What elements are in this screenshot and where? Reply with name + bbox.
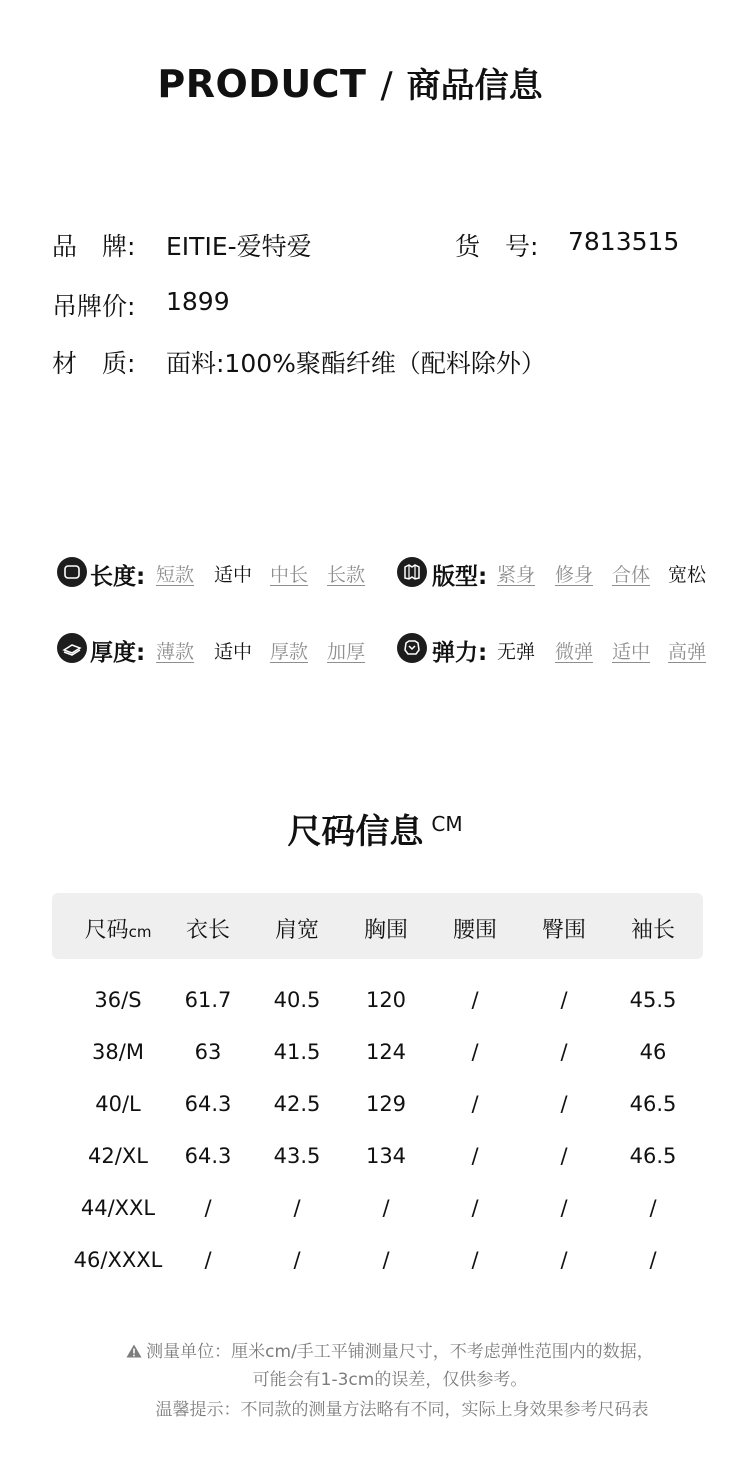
header-shoulder: 肩宽 bbox=[274, 918, 319, 943]
title-en: PRODUCT bbox=[157, 62, 367, 106]
cell-chest: 134 bbox=[365, 1144, 407, 1168]
cell-size: 40/L bbox=[95, 1092, 141, 1116]
elasticity-option-none: 无弹 bbox=[497, 641, 536, 663]
cell-length: / bbox=[204, 1248, 212, 1272]
cell-length: 64.3 bbox=[184, 1092, 232, 1116]
table-row bbox=[52, 1144, 703, 1174]
cell-sleeve: / bbox=[649, 1248, 657, 1272]
table-row bbox=[52, 1248, 703, 1278]
table-row bbox=[52, 1040, 703, 1070]
sku-value: 7813515 bbox=[568, 227, 680, 256]
price-value: 1899 bbox=[166, 287, 230, 316]
table-row bbox=[52, 1196, 703, 1226]
table-row bbox=[52, 1092, 703, 1122]
material-label: 材 质: bbox=[52, 349, 136, 378]
page-title bbox=[0, 58, 700, 107]
header-sleeve: 袖长 bbox=[630, 918, 675, 943]
header-length: 衣长 bbox=[185, 918, 230, 943]
cell-sleeve: 46.5 bbox=[629, 1092, 677, 1116]
size-table-header bbox=[52, 893, 703, 959]
cell-hip: / bbox=[560, 1144, 568, 1168]
cell-size: 44/XXL bbox=[80, 1196, 156, 1220]
length-label: 长度: bbox=[90, 564, 146, 590]
length-option-medium: 适中 bbox=[214, 564, 253, 586]
cell-waist: / bbox=[471, 1144, 479, 1168]
brand-label: 品 牌: bbox=[52, 232, 136, 261]
size-title-unit: CM bbox=[431, 812, 463, 836]
measurement-note bbox=[0, 1337, 750, 1362]
cell-chest: 124 bbox=[365, 1040, 407, 1064]
length-option-midlong: 中长 bbox=[270, 564, 309, 586]
thickness-option-thick: 厚款 bbox=[270, 641, 309, 663]
note-line-1: 测量单位：厘米cm/手工平铺测量尺寸，不考虑弹性范围内的数据， bbox=[146, 1342, 654, 1362]
price-label: 吊牌价: bbox=[52, 292, 136, 321]
cell-chest: 120 bbox=[365, 988, 407, 1012]
cell-chest: / bbox=[382, 1196, 390, 1220]
length-option-short: 短款 bbox=[156, 564, 195, 586]
cell-hip: / bbox=[560, 1248, 568, 1272]
cell-shoulder: / bbox=[293, 1196, 301, 1220]
thickness-option-extra-thick: 加厚 bbox=[327, 641, 366, 663]
header-chest: 胸围 bbox=[363, 918, 408, 943]
cell-size: 36/S bbox=[94, 988, 142, 1012]
cell-sleeve: / bbox=[649, 1196, 657, 1220]
cell-hip: / bbox=[560, 1196, 568, 1220]
cell-length: / bbox=[204, 1196, 212, 1220]
elasticity-label: 弹力: bbox=[432, 640, 488, 666]
note-line-2: 可能会有1-3cm的误差，仅供参考。 bbox=[252, 1370, 528, 1390]
length-icon bbox=[57, 557, 87, 587]
cell-size: 46/XXXL bbox=[73, 1248, 163, 1272]
cell-length: 61.7 bbox=[184, 988, 232, 1012]
cell-hip: / bbox=[560, 1092, 568, 1116]
cell-sleeve: 46.5 bbox=[629, 1144, 677, 1168]
cell-waist: / bbox=[471, 1040, 479, 1064]
cell-size: 42/XL bbox=[88, 1144, 148, 1168]
table-row bbox=[52, 988, 703, 1018]
fit-icon bbox=[397, 557, 427, 587]
cell-waist: / bbox=[471, 1196, 479, 1220]
cell-sleeve: 45.5 bbox=[629, 988, 677, 1012]
thickness-option-thin: 薄款 bbox=[156, 641, 195, 663]
length-option-long: 长款 bbox=[327, 564, 366, 586]
cell-waist: / bbox=[471, 1248, 479, 1272]
cell-chest: / bbox=[382, 1248, 390, 1272]
elasticity-icon bbox=[397, 633, 427, 663]
fit-label: 版型: bbox=[432, 564, 488, 590]
elasticity-option-high: 高弹 bbox=[668, 641, 707, 663]
brand-value: EITIE-爱特爱 bbox=[166, 232, 312, 261]
title-cn: 商品信息 bbox=[406, 66, 543, 106]
warning-icon bbox=[126, 1344, 142, 1358]
fit-option-tight: 紧身 bbox=[497, 564, 536, 586]
size-table-body bbox=[52, 988, 703, 1278]
tip-note: 温馨提示：不同款的测量方法略有不同，实际上身效果参考尺码表 bbox=[155, 1400, 649, 1420]
fit-option-loose: 宽松 bbox=[668, 564, 707, 586]
thickness-icon bbox=[57, 633, 87, 663]
header-hip: 臀围 bbox=[541, 918, 586, 943]
cell-shoulder: 42.5 bbox=[273, 1092, 321, 1116]
fit-option-slim: 修身 bbox=[555, 564, 594, 586]
cell-waist: / bbox=[471, 1092, 479, 1116]
header-size: 尺码cm bbox=[84, 918, 152, 943]
fit-option-regular: 合体 bbox=[612, 564, 651, 586]
sku-label: 货 号: bbox=[455, 232, 539, 261]
cell-length: 63 bbox=[194, 1040, 222, 1064]
thickness-option-medium: 适中 bbox=[214, 641, 253, 663]
cell-length: 64.3 bbox=[184, 1144, 232, 1168]
cell-waist: / bbox=[471, 988, 479, 1012]
cell-shoulder: 43.5 bbox=[273, 1144, 321, 1168]
cell-shoulder: 41.5 bbox=[273, 1040, 321, 1064]
size-section-title bbox=[0, 804, 750, 853]
cell-size: 38/M bbox=[92, 1040, 144, 1064]
cell-hip: / bbox=[560, 1040, 568, 1064]
header-waist: 腰围 bbox=[452, 918, 497, 943]
cell-chest: 129 bbox=[365, 1092, 407, 1116]
cell-shoulder: / bbox=[293, 1248, 301, 1272]
elasticity-option-medium: 适中 bbox=[612, 641, 651, 663]
cell-hip: / bbox=[560, 988, 568, 1012]
title-separator: / bbox=[380, 65, 393, 106]
cell-shoulder: 40.5 bbox=[273, 988, 321, 1012]
elasticity-option-slight: 微弹 bbox=[555, 641, 594, 663]
cell-sleeve: 46 bbox=[639, 1040, 667, 1064]
size-title-text: 尺码信息 bbox=[287, 812, 424, 852]
material-value: 面料:100%聚酯纤维（配料除外） bbox=[166, 349, 546, 378]
thickness-label: 厚度: bbox=[90, 640, 146, 666]
